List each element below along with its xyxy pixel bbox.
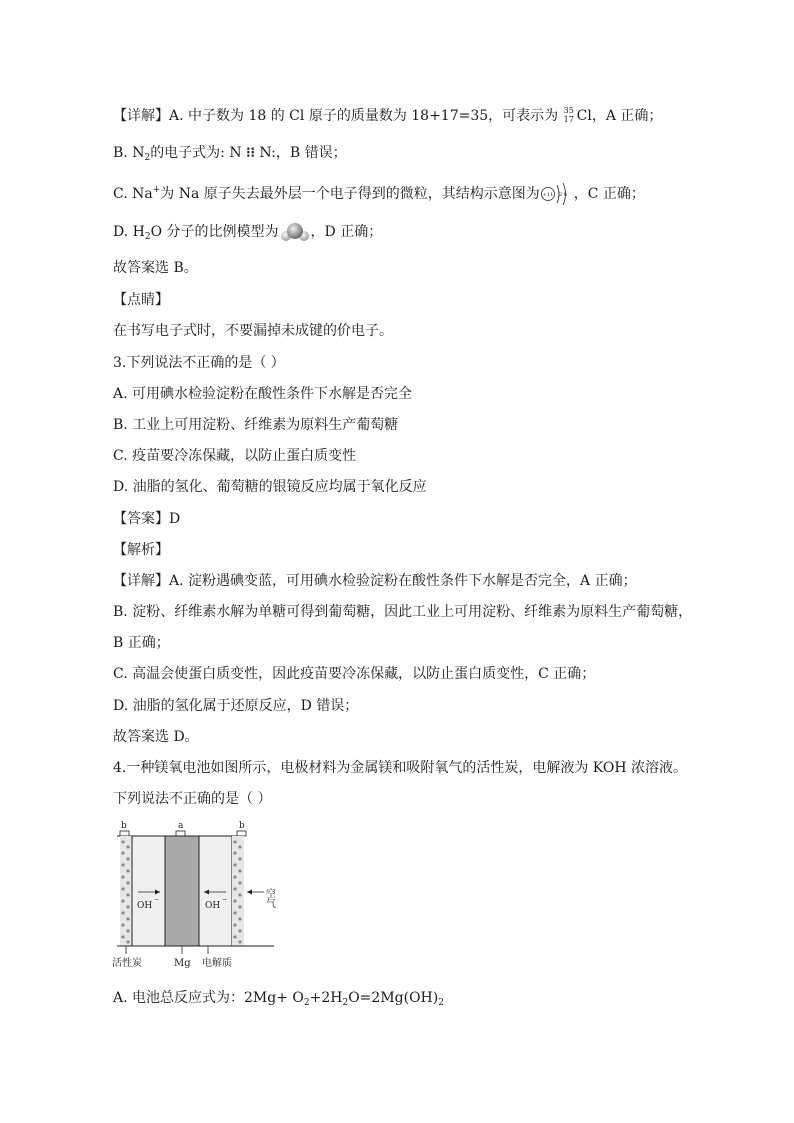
section-heading-tip: 【点睛】: [113, 292, 169, 308]
answer-line: 故答案选 B。: [113, 260, 198, 276]
detail-d: D. 油脂的氢化属于还原反应，D 错误；: [113, 698, 359, 714]
question-4-stem: 4.一种镁氧电池如图所示，电极材料为金属镁和吸附氧气的活性炭，电解液为 KOH 浓溶液。: [113, 760, 688, 776]
detail-a: 【详解】A. 淀粉遇碘变蓝，可用碘水检验淀粉在酸性条件下水解是否完全，A 正确；: [113, 573, 637, 589]
answer-line: 故答案选 D。: [113, 729, 199, 745]
svg-text:+11: +11: [542, 192, 554, 198]
svg-text:−: −: [154, 896, 160, 903]
caption-carbon: 活性炭: [112, 958, 142, 969]
text-segment: ，A 正确；: [591, 108, 663, 124]
water-molecule-model-icon: [279, 221, 311, 243]
isotope-notation: 35 17: [563, 106, 574, 124]
answer-heading: 【答案】D: [113, 511, 181, 527]
mg-oxygen-battery-diagram: [112, 820, 312, 970]
tip-text: 在书写电子式时，不要漏掉未成键的价电子。: [113, 323, 393, 339]
line-detail-c: C. Na+为 Na 原子失去最外层一个电子得到的微粒，其结构示意图为 +11 2 8 ，C 正确；: [113, 180, 645, 200]
label-b-right: b: [239, 821, 245, 831]
question-3-stem: 3.下列说法不正确的是（ ）: [113, 355, 285, 371]
line-detail-b: B. $N_2$的电子式为: N ⁝⁝ N:，B 错误；: [113, 145, 347, 163]
option-a: A. 可用碘水检验淀粉在酸性条件下水解是否完全: [113, 386, 413, 402]
detail-b: B. 淀粉、纤维素水解为单糖可得到葡萄糖，因此工业上可用淀粉、纤维素为原料生产葡萄糖，: [113, 604, 693, 620]
ion-structure-diagram-icon: [540, 181, 574, 207]
oh-label-left: OH: [137, 901, 153, 911]
analysis-heading: 【解析】: [113, 542, 169, 558]
svg-text:−: −: [222, 896, 228, 903]
caption-mg: Mg: [174, 958, 191, 969]
air-label: 空气: [263, 888, 275, 908]
oh-label-right: OH: [205, 901, 221, 911]
element-symbol: Cl: [576, 108, 592, 124]
text-segment: 【详解】A. 中子数为 18 的 Cl 原子的质量数为 18+17=35，可表示为: [113, 108, 563, 124]
option-b: B. 工业上可用淀粉、纤维素为原料生产葡萄糖: [113, 417, 399, 433]
label-a: a: [178, 821, 184, 831]
option-a-q4: A. 电池总反应式为：$2Mg+ O_2+2H_2O=2Mg(OH)_2$: [113, 990, 444, 1008]
option-c: C. 疫苗要冷冻保藏，以防止蛋白质变性: [113, 448, 357, 464]
line-detail-a: [113, 106, 662, 126]
option-d: D. 油脂的氢化、葡萄糖的银镜反应均属于氧化反应: [113, 479, 427, 495]
line-detail-d: D. $H_2O$ 分子的比例模型为 ，D 正确；: [113, 221, 382, 241]
svg-text:2 8: 2 8: [558, 192, 567, 198]
detail-b-cont: B 正确；: [113, 635, 170, 651]
detail-c: C. 高温会使蛋白质变性，因此疫苗要冷冻保藏，以防止蛋白质变性，C 正确；: [113, 666, 596, 682]
label-b-left: b: [121, 821, 127, 831]
electron-dots: ⁝⁝: [246, 145, 255, 161]
caption-electrolyte: 电解质: [202, 958, 232, 969]
question-4-stem-cont: 下列说法不正确的是（ ）: [113, 791, 272, 807]
